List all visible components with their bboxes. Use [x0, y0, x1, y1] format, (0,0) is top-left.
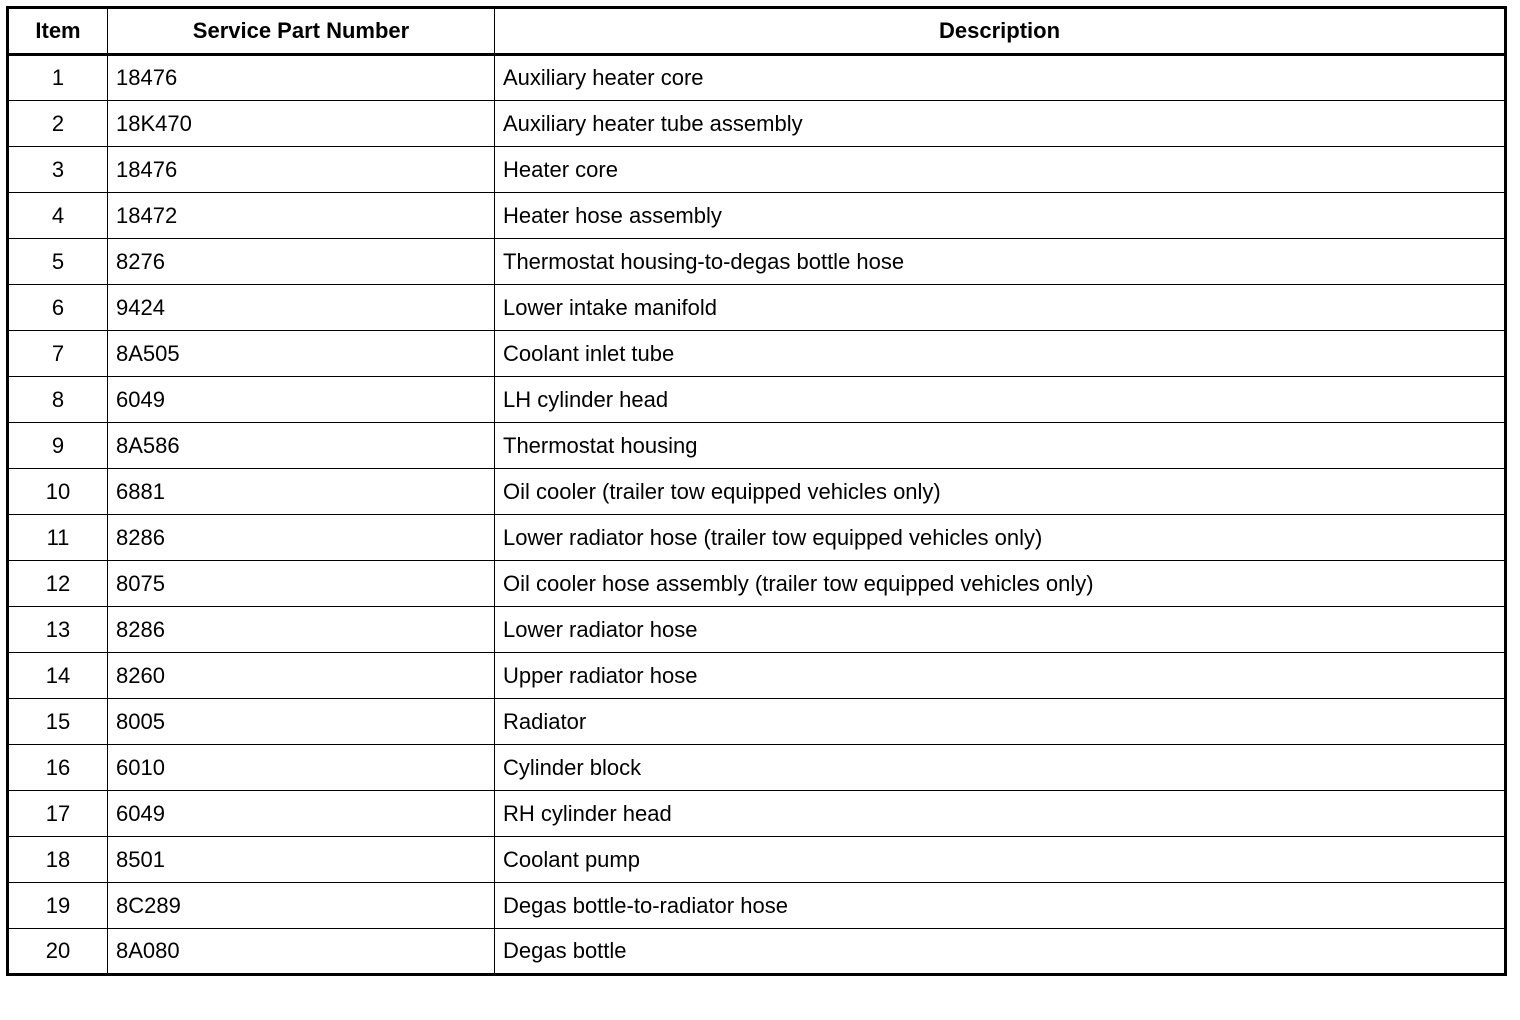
- table-row: [8, 883, 1506, 929]
- part-number-cell: 18476: [108, 55, 495, 101]
- part-number-cell: 8260: [108, 653, 495, 699]
- header-row: [8, 8, 1506, 55]
- table-row: [8, 55, 1506, 101]
- table-row: [8, 653, 1506, 699]
- table-row: [8, 607, 1506, 653]
- part-number-cell: 6881: [108, 469, 495, 515]
- parts-table: [6, 6, 1507, 976]
- part-number-cell: 8501: [108, 837, 495, 883]
- item-cell: 20: [8, 929, 108, 975]
- table-row: [8, 745, 1506, 791]
- part-number-cell: 6049: [108, 377, 495, 423]
- item-cell: 16: [8, 745, 108, 791]
- part-number-cell: 9424: [108, 285, 495, 331]
- item-cell: 17: [8, 791, 108, 837]
- part-number-cell: 8005: [108, 699, 495, 745]
- item-cell: 7: [8, 331, 108, 377]
- table-row: [8, 699, 1506, 745]
- item-cell: 3: [8, 147, 108, 193]
- item-cell: 1: [8, 55, 108, 101]
- description-cell: Upper radiator hose: [495, 653, 1506, 699]
- table-row: [8, 101, 1506, 147]
- table-row: [8, 469, 1506, 515]
- item-cell: 12: [8, 561, 108, 607]
- description-header: Description: [495, 8, 1506, 55]
- table-row: [8, 193, 1506, 239]
- table-row: [8, 239, 1506, 285]
- table-row: [8, 791, 1506, 837]
- description-cell: Coolant inlet tube: [495, 331, 1506, 377]
- table-row: [8, 285, 1506, 331]
- description-cell: Oil cooler hose assembly (trailer tow equipped vehicles only): [495, 561, 1506, 607]
- table-row: [8, 929, 1506, 975]
- part-number-cell: 8C289: [108, 883, 495, 929]
- table-row: [8, 331, 1506, 377]
- part-number-cell: 8A586: [108, 423, 495, 469]
- item-cell: 14: [8, 653, 108, 699]
- part-number-cell: 8286: [108, 515, 495, 561]
- description-cell: Cylinder block: [495, 745, 1506, 791]
- item-cell: 5: [8, 239, 108, 285]
- part-number-cell: 18476: [108, 147, 495, 193]
- description-cell: Thermostat housing: [495, 423, 1506, 469]
- item-header: Item: [8, 8, 108, 55]
- part-number-cell: 8A505: [108, 331, 495, 377]
- item-cell: 18: [8, 837, 108, 883]
- description-cell: Degas bottle: [495, 929, 1506, 975]
- description-cell: RH cylinder head: [495, 791, 1506, 837]
- description-cell: Oil cooler (trailer tow equipped vehicles only): [495, 469, 1506, 515]
- table-row: [8, 377, 1506, 423]
- item-cell: 2: [8, 101, 108, 147]
- item-cell: 13: [8, 607, 108, 653]
- part-number-cell: 18472: [108, 193, 495, 239]
- description-cell: Coolant pump: [495, 837, 1506, 883]
- description-cell: Heater core: [495, 147, 1506, 193]
- item-cell: 4: [8, 193, 108, 239]
- table-row: [8, 147, 1506, 193]
- description-cell: Degas bottle-to-radiator hose: [495, 883, 1506, 929]
- item-cell: 8: [8, 377, 108, 423]
- table-row: [8, 423, 1506, 469]
- description-cell: Lower intake manifold: [495, 285, 1506, 331]
- table-row: [8, 515, 1506, 561]
- item-cell: 10: [8, 469, 108, 515]
- item-cell: 6: [8, 285, 108, 331]
- description-cell: Auxiliary heater tube assembly: [495, 101, 1506, 147]
- description-cell: Auxiliary heater core: [495, 55, 1506, 101]
- part-number-cell: 6010: [108, 745, 495, 791]
- part-number-cell: 8075: [108, 561, 495, 607]
- part-number-cell: 8A080: [108, 929, 495, 975]
- description-cell: LH cylinder head: [495, 377, 1506, 423]
- part-number-cell: 8286: [108, 607, 495, 653]
- description-cell: Heater hose assembly: [495, 193, 1506, 239]
- table-row: [8, 561, 1506, 607]
- item-cell: 15: [8, 699, 108, 745]
- table-row: [8, 837, 1506, 883]
- description-cell: Thermostat housing-to-degas bottle hose: [495, 239, 1506, 285]
- part-number-cell: 6049: [108, 791, 495, 837]
- item-cell: 19: [8, 883, 108, 929]
- part-number-cell: 18K470: [108, 101, 495, 147]
- part-number-cell: 8276: [108, 239, 495, 285]
- description-cell: Lower radiator hose: [495, 607, 1506, 653]
- description-cell: Lower radiator hose (trailer tow equipped vehicles only): [495, 515, 1506, 561]
- item-cell: 9: [8, 423, 108, 469]
- table-body: [8, 55, 1506, 975]
- item-cell: 11: [8, 515, 108, 561]
- description-cell: Radiator: [495, 699, 1506, 745]
- part-number-header: Service Part Number: [108, 8, 495, 55]
